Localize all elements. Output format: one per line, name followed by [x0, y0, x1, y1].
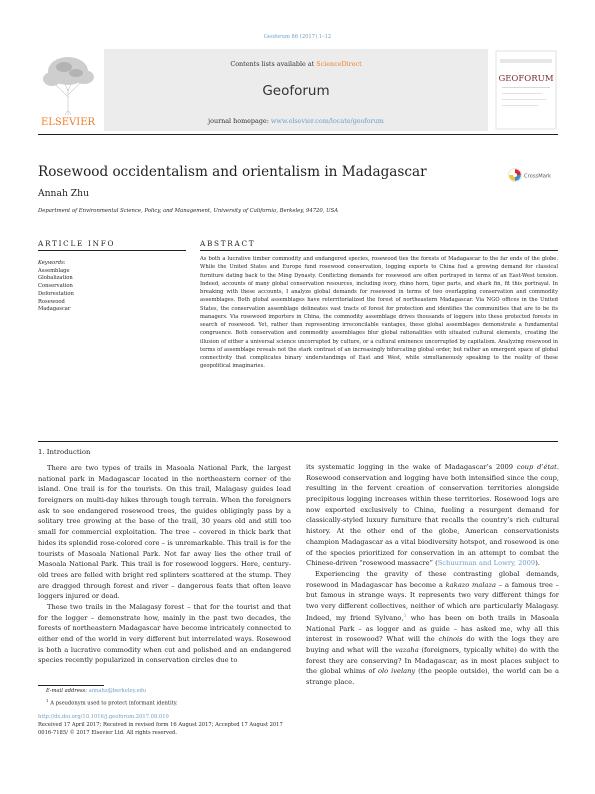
abstract-bottom-rule [38, 441, 558, 442]
email-label: E-mail address: [46, 688, 89, 694]
body-paragraph [306, 569, 559, 688]
homepage-link[interactable]: www.elsevier.com/locate/geoforum [270, 117, 384, 125]
footnote-rule [38, 685, 104, 686]
article-title: Rosewood occidentalism and orientalism in Madagascar [38, 164, 427, 180]
journal-cover-image [494, 49, 558, 131]
copyright-line: 0016-7185/ © 2017 Elsevier Ltd. All rights reserved. [38, 730, 177, 737]
text-run: (the people outside), the world can be a strange place. [306, 667, 560, 686]
footnote-1 [46, 696, 178, 709]
elsevier-logo [38, 49, 98, 129]
abstract-text: As both a lucrative timber commodity and endangered species, rosewood ties the forests of Madagascar to the far ends of the globe. While the United States and Europe fund rosewood conservation, logging exports to China fuel a growing demand for classical furniture dating back to the Ming Dynasty. Conflicting demands for rosewood are often portrayed in terms of an East-West tension. Indeed, accounts of many global conservation resources, including ivory, rhino horn, tiger parts, and shark fin, fit this portrayal. In breaking with these accounts, I analyze global demands for rosewood in terms of two overlapping conservation and commodity assemblages. Both global assemblages have reterritorialized the forest of northeastern Madagascar. Via NGO offices in the United States, the conservation assemblage delineates vast tracts of forest for protection and identifies the communities that are to be its managers. Via rosewood importers in China, the commodity assemblage drives thousands of loggers into these protected forests in search of rosewood. Yet, rather than representing irreconcilable vantages, these global assemblages demonstrate a fundamental congruence. Both conservation and commodity assemblages blur global rationalities with situated cultural elements, creating the illusion of either a universal science uncorrupted by culture, or a cultural eminence uncorrupted by capitalism. Analyzing rosewood in terms of assemblage reveals not the stark contrast of an increasingly bifurcating global order, but rather an emergent space of global connectivity that complicates binary understandings of East and West, while simultaneously speaking to the reality of these geopolitical imaginaries. [200, 256, 558, 370]
introduction-heading: 1. Introduction [38, 448, 91, 456]
header-rule [38, 134, 558, 135]
italic-term: chinois [438, 635, 463, 644]
keyword-item: Conservation [38, 283, 73, 290]
keyword-item: Assemblage [38, 267, 70, 274]
author-affiliation: Department of Environmental Science, Policy, and Management, University of California, Berkeley, 94720, USA [38, 208, 339, 214]
keyword-item: Globalization [38, 275, 73, 282]
italic-term: coup d’état [516, 463, 557, 471]
crossmark-badge[interactable] [508, 167, 560, 181]
footnote-text: A pseudonym used to protect informant identity. [48, 701, 178, 708]
received-dates: Received 17 April 2017; Received in revised form 16 August 2017; Accepted 17 August 2017 [38, 722, 283, 729]
body-column-left [38, 463, 291, 666]
keywords-list [38, 260, 74, 314]
article-info-heading: ARTICLE INFO [38, 239, 116, 248]
email-link[interactable]: annahz@berkeley.edu [88, 688, 147, 694]
footnote-link[interactable]: 1 [403, 613, 407, 619]
sciencedirect-link[interactable]: ScienceDirect [316, 60, 362, 68]
body-paragraph: There are two types of trails in Masoala National Park, the largest national park in Madagascar located in the northeastern corner of the island. One trail is for the tourists. On this trail, Malagasy guides lead foreigners on multi-day hikes through tough terrain. When the foreigners ask to see endangered rosewood trees, the guides obligingly pass by a solitary tree growing at the base of the trail, 30 years old and still too small for commercial exploitation. The tree – covered in thick bark that hides its splendid rose-colored core – is unremarkable. This trail is for the tourists of Masoala National Park. Not far away lies the other trail of Masoala National Park. This trail is for rosewood loggers. Here, century-old trees are felled with bright red splinters scattered at the stump. They are dragged through forest and river – dangerous feats that often leave loggers injured or dead. [38, 464, 291, 601]
body-paragraph: These two trails in the Malagasy forest – that for the tourist and that for the logger – demonstrate how, mainly in the past two decades, the forests of northeastern Madagascar have become intricately connected to either end of the world in very different but interrelated ways. Rosewood is both a lucrative commodity when cut and polished and an endangered species recently popularized in conservation circles due to [38, 602, 291, 665]
journal-name: Geoforum [262, 83, 330, 99]
crossmark-icon [508, 168, 560, 182]
italic-term: vazaha [395, 645, 419, 654]
italic-term: olo ivelany [377, 667, 416, 676]
italic-term: kakazo malaza [445, 580, 497, 589]
citation-link[interactable]: Schuurman and Lowry, 2009 [437, 559, 536, 568]
text-run: ). [535, 559, 540, 568]
crossmark-label: CrossMark [524, 173, 552, 180]
elsevier-wordmark: ELSEVIER [40, 117, 96, 128]
article-info-rule [38, 250, 186, 251]
text-run: (foreigners, typically white) do with the forest they are conserving? In Madagascar, as in most places subject to the global whims of [306, 645, 559, 676]
body-column-right [306, 462, 559, 688]
keywords-label: Keywords: [38, 260, 66, 266]
contents-prefix: Contents lists available at [230, 60, 317, 68]
text-run: do with the logs they are buying and what will the [306, 635, 559, 654]
text-run: its systematic logging in the wake of Madagascar’s 2009 [306, 463, 517, 471]
keyword-item: Deforestation [38, 290, 74, 297]
footnote-mark: 1 [46, 698, 49, 704]
publication-info [38, 713, 283, 738]
email-footnote [46, 687, 178, 696]
journal-homepage [104, 117, 488, 125]
footnotes [46, 687, 178, 709]
keyword-item: Rosewood [38, 298, 65, 305]
abstract-heading: ABSTRACT [200, 239, 256, 248]
contents-line [104, 60, 488, 68]
doi-link[interactable]: http://dx.doi.org/10.1016/j.geoforum.2017.08.010 [38, 714, 169, 720]
homepage-prefix: journal homepage: [208, 117, 271, 125]
author-name: Annah Zhu [38, 188, 90, 199]
text-run: Experiencing the gravity of these contrasting global demands, rosewood in Madagascar has become a [306, 569, 559, 589]
abstract-rule [200, 250, 558, 251]
journal-reference[interactable]: Geoforum 86 (2017) 1–12 [263, 34, 332, 40]
body-paragraph [306, 462, 559, 569]
journal-cover [494, 49, 558, 131]
cover-title: GEOFORUM [498, 74, 554, 84]
text-run: – a famous tree – but famous in strange ways. It represents two very different things for two very different collectives, neither of which are particularly Malagasy. Indeed, my friend Sylvano, [306, 580, 560, 622]
text-run: . Rosewood conservation and logging have both intensified since the coup, resulting in the fervent creation of conservation territories alongside precipitous logging increases within these territories. Rosewood logs are now exported exclusively to China, fueling a resurgent demand for classically-styled luxury furniture that recalls the country’s rich cultural history. At the other end of the globe, American conservationists champion Madagascar as a vital biodiversity hotspot, and rosewood is one of the species prioritized for conservation in an attempt to combat the Chinese-driven “rosewood massacre” ( [306, 463, 559, 568]
text-run: who has been on both trails in Masoala National Park – as logger and as guide – has asked me, why all this interest in rosewood? What will the [306, 613, 559, 644]
elsevier-tree-icon [38, 49, 98, 129]
keyword-item: Madagascar [38, 306, 71, 313]
